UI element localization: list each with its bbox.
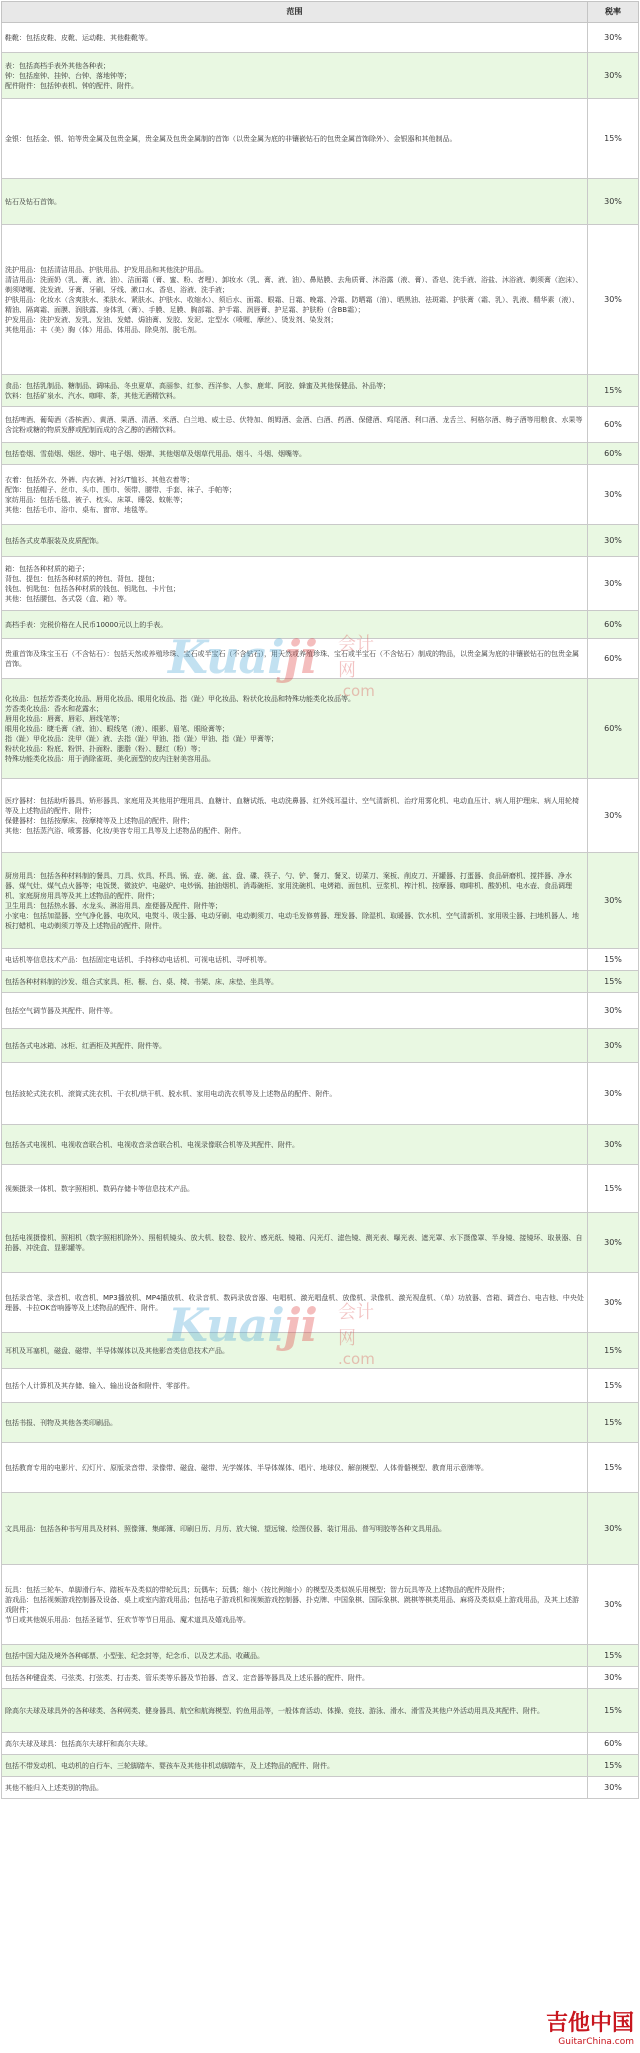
rate-cell: 30% bbox=[588, 779, 639, 853]
rate-cell: 30% bbox=[588, 993, 639, 1029]
scope-line: 表：包括高档手表外其他各种表； bbox=[5, 61, 110, 70]
rate-cell: 15% bbox=[588, 949, 639, 971]
scope-line: 指（趾）甲化妆品：洗甲（趾）液、去指（趾）甲油、指（趾）甲油、指（趾）甲膏等； bbox=[5, 734, 278, 743]
table-row bbox=[2, 1689, 639, 1733]
rate-cell: 30% bbox=[588, 465, 639, 525]
table-row bbox=[2, 853, 639, 949]
scope-line: 高档手表：完税价格在人民币10000元以上的手表。 bbox=[5, 620, 168, 629]
scope-cell bbox=[2, 1689, 588, 1733]
scope-line: 其他：包括毛巾、浴巾、桌布、窗帘、地毯等。 bbox=[5, 505, 152, 514]
scope-line: 鞋靴：包括皮鞋、皮靴、运动鞋、其他鞋靴等。 bbox=[5, 33, 152, 42]
table-row bbox=[2, 1213, 639, 1273]
scope-cell bbox=[2, 779, 588, 853]
table-row bbox=[2, 1063, 639, 1125]
scope-cell bbox=[2, 679, 588, 779]
scope-cell bbox=[2, 53, 588, 99]
rate-cell: 30% bbox=[588, 225, 639, 375]
table-row bbox=[2, 1125, 639, 1165]
scope-cell bbox=[2, 1565, 588, 1645]
scope-cell bbox=[2, 971, 588, 993]
tariff-table bbox=[1, 1, 639, 1799]
scope-line: 包括波轮式洗衣机、滚筒式洗衣机、干衣机/烘干机、脱水机、家用电动洗衣机等及上述物品的配件、附件。 bbox=[5, 1089, 337, 1098]
scope-line: 配饰：包括帽子、丝巾、头巾、围巾、领带、腰带、手套、袜子、手帕等； bbox=[5, 485, 236, 494]
scope-cell bbox=[2, 407, 588, 443]
scope-cell bbox=[2, 1029, 588, 1063]
table-row bbox=[2, 1777, 639, 1799]
table-row bbox=[2, 407, 639, 443]
scope-line: 包括各式皮革服装及皮质配饰。 bbox=[5, 536, 103, 545]
table-row bbox=[2, 949, 639, 971]
scope-line: 其他不能归入上述类别的物品。 bbox=[5, 1783, 103, 1792]
scope-line: 包括电视摄像机、照相机（数字照相机除外）、照相机镜头、放大机、胶卷、胶片、感光纸、镜箱、闪光灯、滤色镜、测光表、曝光表、遮光罩、水下摄像罩、半身镜、接镜环、取景器、自拍器、冲洗盒、显影罐等。 bbox=[5, 1233, 583, 1252]
scope-line: 包括各种材料制的沙发、组合式家具、柜、橱、台、桌、椅、书架、床、床垫、坐具等。 bbox=[5, 977, 278, 986]
scope-line: 包括个人计算机及其存储、输入、输出设备和附件、零部件。 bbox=[5, 1381, 194, 1390]
scope-cell bbox=[2, 1733, 588, 1755]
table-row bbox=[2, 679, 639, 779]
scope-cell bbox=[2, 993, 588, 1029]
rate-cell: 15% bbox=[588, 375, 639, 407]
scope-line: 食品：包括乳制品、糖制品、调味品、冬虫夏草、高丽参、红参、西洋参、人参、鹿茸、阿胶、蜂蜜及其他保健品、补品等； bbox=[5, 381, 390, 390]
rate-cell: 30% bbox=[588, 1029, 639, 1063]
scope-line: 包括卷烟、雪茄烟、烟丝、烟叶、电子烟、烟弹、其他烟草及烟草代用品、烟斗、斗烟、烟嘴等。 bbox=[5, 449, 306, 458]
scope-line: 家纺用品：包括毛毯、被子、枕头、床罩、睡袋、蚊帐等； bbox=[5, 495, 187, 504]
scope-line: 芳香类化妆品：香水和花露水； bbox=[5, 704, 103, 713]
scope-line: 包括教育专用的电影片、幻灯片、原版录音带、录像带、磁盘、磁带、光学媒体、半导体媒体、唱片、地球仪、解剖模型、人体骨骼模型、教育用示意牌等。 bbox=[5, 1463, 488, 1472]
table-row bbox=[2, 1645, 639, 1667]
corner-logo-sub: GuitarChina.com bbox=[558, 2037, 634, 2047]
scope-cell bbox=[2, 1493, 588, 1565]
scope-line: 包括书报、刊物及其他各类印刷品。 bbox=[5, 1418, 117, 1427]
scope-cell bbox=[2, 1369, 588, 1403]
scope-cell bbox=[2, 1125, 588, 1165]
scope-line: 视频摄录一体机、数字照相机、数码存储卡等信息技术产品。 bbox=[5, 1184, 194, 1193]
table-row bbox=[2, 1333, 639, 1369]
table-row bbox=[2, 1403, 639, 1443]
scope-line: 卫生用具：包括热水器、水龙头、淋浴用具、座便器及配件、附件等； bbox=[5, 901, 222, 910]
scope-cell bbox=[2, 1063, 588, 1125]
table-row bbox=[2, 993, 639, 1029]
table-row bbox=[2, 611, 639, 639]
scope-line: 清洁用品：洗面奶（乳、膏、液、油）、洁面霜（膏、蜜、粉、者哩）、卸妆水（乳、膏、液、油）、鼻贴膜、去角质膏、沐浴露（液、膏）、香皂、洗手液、浴盐、沐浴液、剃须膏（泡沫）、剃须啫喱、洗发液、牙膏、牙刷、牙线、漱口水、香皂、浴液、洗手液； bbox=[5, 275, 583, 294]
rate-cell: 15% bbox=[588, 99, 639, 179]
rate-cell: 30% bbox=[588, 853, 639, 949]
column-header-rate: 税率 bbox=[588, 2, 639, 23]
scope-cell bbox=[2, 639, 588, 679]
rate-cell: 30% bbox=[588, 1493, 639, 1565]
scope-cell bbox=[2, 1403, 588, 1443]
table-header-row bbox=[2, 2, 639, 23]
rate-cell: 30% bbox=[588, 1125, 639, 1165]
scope-line: 包括各式电冰箱、冰柜、红酒柜及其配件、附件等。 bbox=[5, 1041, 166, 1050]
scope-line: 金银：包括金、银、铂等贵金属及包贵金属，贵金属及包贵金属制的首饰（以贵金属为底的非镶嵌钻石的包贵金属首饰除外）、金银器和其他制品。 bbox=[5, 134, 457, 143]
scope-line: 小家电：包括加湿器、空气净化器、电吹风、电熨斗、吸尘器、电动牙刷、电动剃须刀、电动毛发修剪器、理发器、除湿机、取暖器、饮水机、空气清新机、家用吸尘器、扫地机器人、地板打蜡机、电动剃须刀等及上述物品的配件、附件。 bbox=[5, 911, 579, 930]
watermark-logo: Kuaiji 会计网 .com bbox=[168, 630, 375, 700]
table-row bbox=[2, 779, 639, 853]
scope-cell bbox=[2, 1443, 588, 1493]
scope-line: 钱包、钥匙包：包括各种材质的钱包、钥匙包、卡片包； bbox=[5, 584, 180, 593]
scope-line: 节日或其他娱乐用品：包括圣诞节、狂欢节等节日用品、魔术道具及嬉戏品等。 bbox=[5, 1615, 250, 1624]
scope-line: 其他用品：丰（美）胸（体）用品、体用品、除臭剂、脱毛剂。 bbox=[5, 325, 201, 334]
scope-line: 粉状化妆品：粉底、粉饼、扑面粉、腮脂（粉）、腮红（粉）等； bbox=[5, 744, 205, 753]
scope-cell bbox=[2, 1213, 588, 1273]
rate-cell: 15% bbox=[588, 1645, 639, 1667]
rate-cell: 60% bbox=[588, 639, 639, 679]
scope-line: 高尔夫球及球具：包括高尔夫球杆和高尔夫球。 bbox=[5, 1739, 152, 1748]
rate-cell: 30% bbox=[588, 1667, 639, 1689]
scope-line: 背包、提包：包括各种材质的挎包、背包、提包； bbox=[5, 574, 159, 583]
scope-cell bbox=[2, 465, 588, 525]
rate-cell: 60% bbox=[588, 443, 639, 465]
scope-line: 包括空气调节器及其配件、附件等。 bbox=[5, 1006, 117, 1015]
scope-line: 包括各种键盘类、弓弦类、打弦类、打击类、管乐类等乐器及节拍器、音叉、定音器等器具及上述乐器的配件、附件。 bbox=[5, 1673, 369, 1682]
table-row bbox=[2, 639, 639, 679]
scope-line: 洗护用品：包括清洁用品、护肤用品、护发用品和其他洗护用品。 bbox=[5, 265, 208, 274]
table-row bbox=[2, 465, 639, 525]
table-row bbox=[2, 375, 639, 407]
scope-cell bbox=[2, 853, 588, 949]
scope-line: 其他：包括蒸汽浴、喷雾器、化妆/美容专用工具等及上述物品的配件、附件。 bbox=[5, 826, 246, 835]
table-row bbox=[2, 99, 639, 179]
rate-cell: 30% bbox=[588, 1213, 639, 1273]
rate-cell: 15% bbox=[588, 1403, 639, 1443]
rate-cell: 15% bbox=[588, 1369, 639, 1403]
scope-cell bbox=[2, 179, 588, 225]
scope-cell bbox=[2, 1333, 588, 1369]
scope-cell bbox=[2, 99, 588, 179]
scope-line: 贵重首饰及珠宝玉石（不含钻石）：包括天然或养殖珍珠、宝石或半宝石（不含钻石），用天然或养殖珍珠、宝石或半宝石（不含钻石）制成的物品，以贵金属为底的非镶嵌钻石的包贵金属首饰。 bbox=[5, 649, 579, 668]
rate-cell: 15% bbox=[588, 1689, 639, 1733]
rate-cell: 30% bbox=[588, 23, 639, 53]
rate-cell: 60% bbox=[588, 1733, 639, 1755]
scope-line: 护肤用品：化妆水（含爽肤水、柔肤水、紧肤水、护肤水、收缩水）、须后水、面霜、眼霜、日霜、晚霜、冷霜、防晒霜（油）、晒黑油、祛斑霜、护肤膏（霜、乳）、乳液、精华素（液）、精油、隔离霜、面膜、润肤露、身体乳（膏）、手膜、足膜、胸部霜、护手霜、润唇膏、护足霜、护肤粉（含BB霜）； bbox=[5, 295, 579, 314]
table-row bbox=[2, 525, 639, 557]
scope-line: 饮料：包括矿泉水、汽水、咖啡、茶，其他无酒精饮料。 bbox=[5, 391, 180, 400]
table-row bbox=[2, 557, 639, 611]
table-row bbox=[2, 23, 639, 53]
rate-cell: 30% bbox=[588, 53, 639, 99]
scope-line: 包括录音笔、录音机、收音机、MP3播放机、MP4播放机、收录音机、数码录放音器、电唱机、激光唱盘机、放像机、录像机、激光视盘机、（单）功放器、音箱、调音台、电吉他、中央处理器、卡拉OK音响器等及上述物品的配件、附件。 bbox=[5, 1293, 584, 1312]
rate-cell: 30% bbox=[588, 525, 639, 557]
scope-cell bbox=[2, 23, 588, 53]
scope-line: 唇用化妆品：唇膏、唇彩、唇线笔等； bbox=[5, 714, 124, 723]
scope-cell bbox=[2, 1645, 588, 1667]
column-header-scope: 范围 bbox=[2, 2, 588, 23]
rate-cell: 30% bbox=[588, 179, 639, 225]
rate-cell: 60% bbox=[588, 407, 639, 443]
table-row bbox=[2, 1565, 639, 1645]
table-row bbox=[2, 1369, 639, 1403]
rate-cell: 15% bbox=[588, 1165, 639, 1213]
scope-line: 眼用化妆品：睫毛膏（液、油）、眼线笔（液）、眼影、眉笔、眼睑膏等； bbox=[5, 724, 229, 733]
rate-cell: 30% bbox=[588, 1063, 639, 1125]
scope-line: 厨房用具：包括各种材料制的餐具、刀具、炊具、杯具、锅、壶、碗、盆、盘、碟、筷子、勺、铲、餐刀、餐叉、切菜刀、案板、削皮刀、开罐器、打蛋器、食品研磨机、搅拌器、净水器、煤气灶、煤气点火器等；电饭煲、微波炉、电磁炉、电炒锅、抽油烟机、消毒碗柜、家用洗碗机、电烤箱、面包机、豆浆机、榨汁机、按摩器、咖啡机、酸奶机、电水壶、食品调理机、家庭厨房用具等及其上述物品的配件、附件； bbox=[5, 871, 572, 900]
table-body bbox=[2, 23, 639, 1799]
scope-line: 除高尔夫球及球具外的各种球类、各种网类、健身器具、航空和航海模型、钓鱼用品等，一般体育活动、体操、竞技、游泳、滑水、滑雪及其他户外活动用具及其配件、附件。 bbox=[5, 1706, 544, 1715]
scope-line: 化妆品：包括芳香类化妆品、唇用化妆品、眼用化妆品、指（趾）甲化妆品、粉状化妆品和特殊功能类化妆品等。 bbox=[5, 694, 355, 703]
scope-cell bbox=[2, 1777, 588, 1799]
scope-cell bbox=[2, 225, 588, 375]
table-row bbox=[2, 1443, 639, 1493]
rate-cell: 30% bbox=[588, 1777, 639, 1799]
table-row bbox=[2, 971, 639, 993]
rate-cell: 15% bbox=[588, 971, 639, 993]
scope-line: 其他：包括腰包、各式袋（盒、箱）等。 bbox=[5, 594, 131, 603]
rate-cell: 15% bbox=[588, 1443, 639, 1493]
scope-cell bbox=[2, 525, 588, 557]
scope-line: 文具用品：包括各种书写用具及材料、照像簿、集邮簿、印刷日历、月历、放大镜、望远镜、绘图仪器、装订用品、普写明胶等各种文具用品。 bbox=[5, 1524, 446, 1533]
table-row bbox=[2, 179, 639, 225]
rate-cell: 60% bbox=[588, 679, 639, 779]
scope-line: 包括啤酒、葡萄酒（香槟酒）、黄酒、果酒、清酒、米酒、白兰地、威士忌、伏特加、朗姆酒、金酒、白酒、药酒、保健酒、鸡尾酒、利口酒、龙舌兰、柯格尔酒、梅子酒等用粮食、水果等含淀粉或糖的物质发酵或配制而成的含乙醇的酒精饮料。 bbox=[5, 415, 583, 434]
table-row bbox=[2, 1667, 639, 1689]
table-row bbox=[2, 1165, 639, 1213]
table-row bbox=[2, 53, 639, 99]
rate-cell: 15% bbox=[588, 1755, 639, 1777]
rate-cell: 15% bbox=[588, 1333, 639, 1369]
scope-line: 玩具：包括三轮车、单脚滑行车、踏板车及类似的带轮玩具；玩偶车；玩偶；缩小（按比例缩小）的模型及类似娱乐用模型；智力玩具等及上述物品的配件及附件； bbox=[5, 1585, 509, 1594]
scope-line: 包括各式电视机、电视收音联合机、电视收音录音联合机、电视录像联合机等及其配件、附件。 bbox=[5, 1140, 299, 1149]
table-row bbox=[2, 1733, 639, 1755]
scope-line: 包括不带发动机、电动机的自行车、三轮脚踏车、婴孩车及其他非机动脚踏车，及上述物品的配件、附件。 bbox=[5, 1761, 334, 1770]
rate-cell: 60% bbox=[588, 611, 639, 639]
table-row bbox=[2, 1493, 639, 1565]
table-row bbox=[2, 1029, 639, 1063]
scope-line: 特殊功能类化妆品：用于消除雀斑、美化面型的皮内注射美容用品。 bbox=[5, 754, 215, 763]
scope-line: 护发用品：洗护发液、发乳、发油、发蜡、焗油膏、发胶、发泥、定型水（喷喱、摩丝）、烫发剂、染发剂； bbox=[5, 315, 338, 324]
corner-site-logo bbox=[546, 2006, 634, 2047]
rate-cell: 30% bbox=[588, 557, 639, 611]
scope-cell bbox=[2, 557, 588, 611]
watermark-logo: Kuaiji 会计网 .com bbox=[168, 1298, 375, 1368]
scope-cell bbox=[2, 611, 588, 639]
scope-cell bbox=[2, 949, 588, 971]
scope-line: 电话机等信息技术产品：包括固定电话机、手持移动电话机、可视电话机、寻呼机等。 bbox=[5, 955, 271, 964]
scope-line: 包括中国大陆及境外各种邮票、小型张、纪念封等，纪念币、以及艺术品、收藏品。 bbox=[5, 1651, 264, 1660]
table-row bbox=[2, 443, 639, 465]
scope-line: 保健器材：包括按摩床、按摩椅等及上述物品的配件、附件； bbox=[5, 816, 194, 825]
table-row bbox=[2, 225, 639, 375]
scope-line: 钟：包括座钟、挂钟、台钟、落地钟等； bbox=[5, 71, 131, 80]
scope-line: 耳机及耳塞机，磁盘、磁带、半导体媒体以及其他影音类信息技术产品。 bbox=[5, 1346, 229, 1355]
scope-cell bbox=[2, 1755, 588, 1777]
table-row bbox=[2, 1755, 639, 1777]
scope-cell bbox=[2, 375, 588, 407]
scope-line: 游戏品：包括视频游戏控制器及设备、桌上或室内游戏用品；包括电子游戏机和视频游戏控制器、扑克牌、中国象棋、国际象棋、跳棋等棋类用品、麻将及类似桌上游戏用品，及其上述游戏附件； bbox=[5, 1595, 579, 1614]
scope-line: 衣着：包括外衣、外裤、内衣裤、衬衫/T恤衫、其他衣着等； bbox=[5, 475, 194, 484]
rate-cell: 30% bbox=[588, 1565, 639, 1645]
scope-cell bbox=[2, 1667, 588, 1689]
scope-cell bbox=[2, 1165, 588, 1213]
scope-cell bbox=[2, 1273, 588, 1333]
corner-logo-main: 吉他中国 bbox=[545, 2011, 634, 2036]
rate-cell: 30% bbox=[588, 1273, 639, 1333]
scope-line: 钻石及钻石首饰。 bbox=[5, 197, 61, 206]
scope-line: 箱：包括各种材质的箱子； bbox=[5, 564, 89, 573]
table-row bbox=[2, 1273, 639, 1333]
scope-cell bbox=[2, 443, 588, 465]
scope-line: 医疗器材：包括助听器具、矫形器具、家庭用及其他用护理用具、血糖计、血糖试纸、电动洗鼻器、红外线耳温计、空气清新机、治疗用雾化机、电动血压计、病人用护理床、病人用轮椅等及上述物品的配件、附件； bbox=[5, 796, 579, 815]
scope-line: 配件附件：包括钟表机、钟的配件、附件。 bbox=[5, 81, 138, 90]
